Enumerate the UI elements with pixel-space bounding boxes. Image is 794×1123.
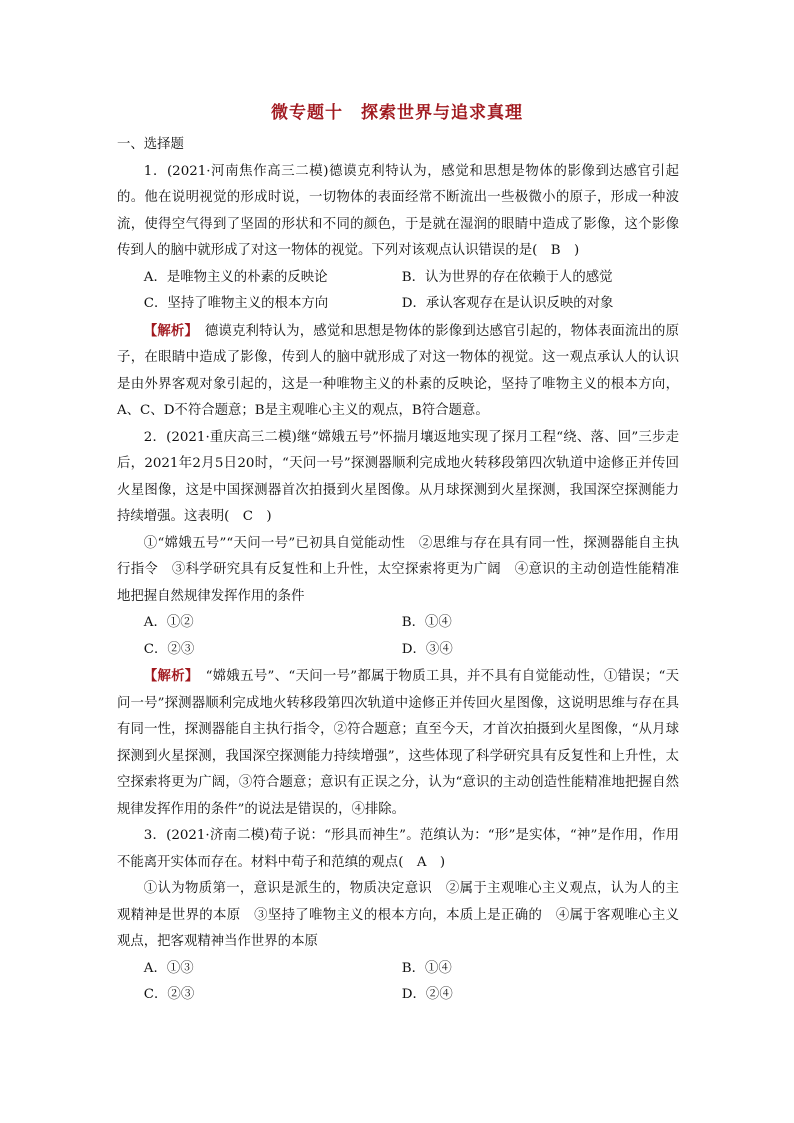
question-2-analysis — [117, 663, 679, 823]
question-1-analysis-text: 德谟克利特认为，感觉和思想是物体的影像到达感官引起的，物体表面流出的原子，在眼睛中造成了影像，传到人的脑中就形成了对这一物体的视觉。这一观点承认人的认识是由外界客观对象引起的，这是一种唯物主义的朴素的反映论，坚持了唯物主义的根本方向，A、C、D不符合题意；B是主观唯心主义的观点，B符合题意。 — [117, 323, 679, 418]
question-3-options-row-2 — [117, 982, 679, 1009]
question-1-options-row-1 — [117, 265, 679, 292]
question-1-option-c: C．坚持了唯物主义的根本方向 — [143, 296, 329, 311]
question-3-option-b: B．①④ — [401, 960, 452, 976]
question-2-option-b: B．①④ — [401, 615, 452, 630]
section-heading: 一、选择题 — [117, 137, 184, 152]
question-3-stem: 3．(2021·济南二模)荀子说：“形具而神生”。范缜认为：“形”是实体，“神”是作用，作用不能离开实体而存在。材料中荀子和范缜的观点( A ) — [117, 828, 679, 870]
question-1-stem: 1．(2021·河南焦作高三二模)德谟克利特认为，感觉和思想是物体的影像到达感官引起的。他在说明视觉的形成时说，一切物体的表面经常不断流出一些极微小的原子，形成一种波流，使得空气得到了坚固的形状和不同的颜色，于是就在湿润的眼睛中造成了影像，这个影像传到人的脑中就形成了对这一物体的视觉。下列对该观点认识错误的是( B ) — [117, 163, 679, 258]
analysis-label: 【解析】 — [143, 668, 192, 684]
question-3-statements: ①认为物质第一，意识是派生的，物质决定意识 ②属于主观唯心主义观点，认为人的主观精神是世界的本原 ③坚持了唯物主义的根本方向，本质上是正确的 ④属于客观唯心主义观点，把客观精神当作世界的本原 — [117, 881, 679, 949]
analysis-label: 【解析】 — [143, 322, 192, 339]
question-3-option-a: A．①③ — [143, 960, 194, 976]
content-body — [117, 132, 679, 1009]
question-2-stem: 2．(2021·重庆高三二模)继“嫦娥五号”怀揣月壤返地实现了探月工程“绕、落、回”三步走后，2021年2月5日20时，“天问一号”探测器顺利完成地火转移段第四次轨道中途修正并传回火星图像，这是中国探测器首次拍摄到火星图像。从月球探测到火星探测，我国深空探测能力持续增强。这表明( C ) — [117, 429, 679, 524]
question-3-options-row-1 — [117, 956, 679, 983]
page-title: 微专题十 探索世界与追求真理 — [271, 103, 523, 123]
question-2-options-row-2 — [117, 637, 679, 664]
question-1-analysis — [117, 318, 679, 425]
question-2-statements: ①“嫦娥五号”“天问一号”已初具自觉能动性 ②思维与存在具有同一性，探测器能自主执行指令 ③科学研究具有反复性和上升性，太空探索将更为广阔 ④意识的主动创造性能精准地把握自然规律发挥作用的条件 — [117, 535, 679, 604]
question-3-option-d: D．②④ — [401, 987, 453, 1002]
question-2-option-c: C．②③ — [143, 641, 195, 657]
question-1-option-d: D．承认客观存在是认识反映的对象 — [401, 296, 614, 311]
question-2-options-row-1 — [117, 610, 679, 637]
question-2-option-d: D．③④ — [401, 641, 453, 657]
question-1-option-b: B．认为世界的存在依赖于人的感觉 — [401, 269, 613, 285]
question-2-option-a: A．①② — [143, 615, 194, 630]
question-1-option-a: A．是唯物主义的朴素的反映论 — [143, 269, 328, 285]
question-1-options-row-2 — [117, 291, 679, 318]
question-2-analysis-text: “嫦娥五号”、“天问一号”都属于物质工具，并不具有自觉能动性，①错误；“天问一号”探测器顺利完成地火转移段第四次轨道中途修正并传回火星图像，这说明思维与存在具有同一性，探测器能自主执行指令，②符合题意；直至今天，才首次拍摄到火星图像，“从月球探测到火星探测，我国深空探测能力持续增强”，这些体现了科学研究具有反复性和上升性，太空探索将更为广阔，③符合题意；意识有正误之分，认为“意识的主动创造性能精准地把握自然规律发挥作用的条件”的说法是错误的，④排除。 — [117, 669, 679, 817]
question-3-option-c: C．②③ — [143, 987, 195, 1002]
